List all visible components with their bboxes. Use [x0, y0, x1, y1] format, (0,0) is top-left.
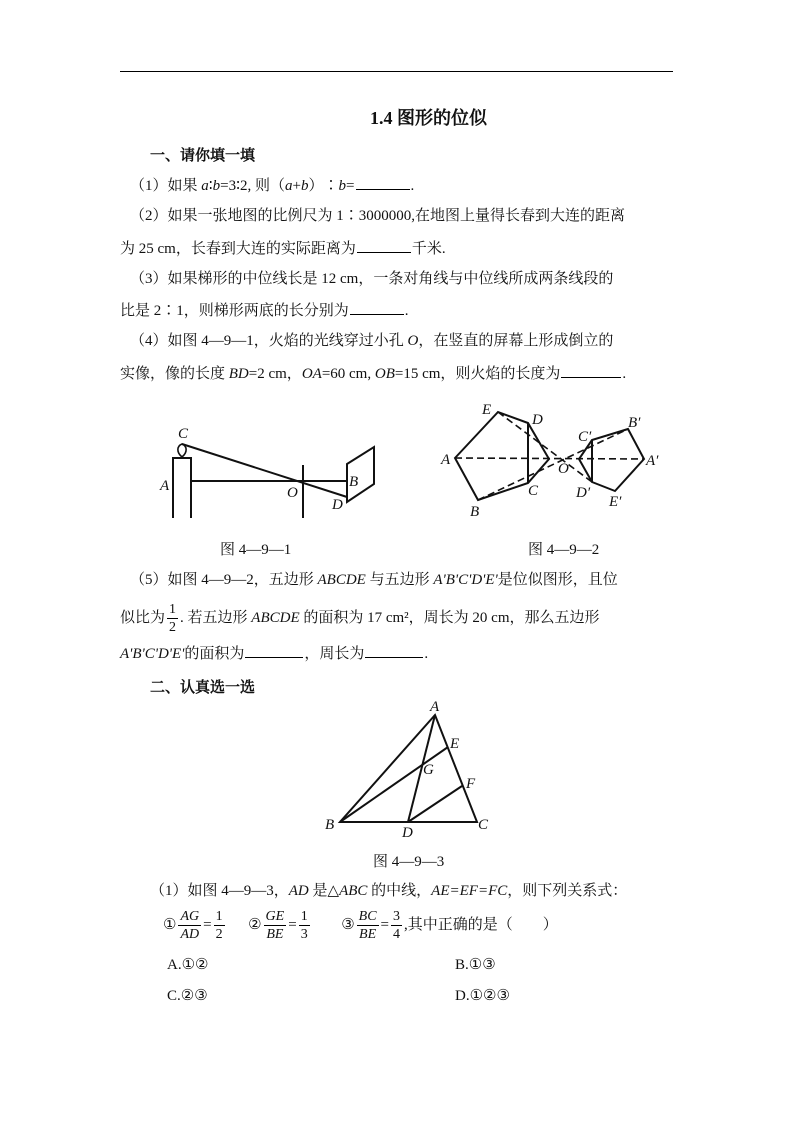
- relation-2-mark: ②: [248, 917, 262, 933]
- mcq-text: ，则下列关系式：: [507, 883, 628, 899]
- figure-caption-2: 图 4—9—2: [528, 542, 600, 558]
- label-f: F: [466, 776, 476, 792]
- question-2-line1: （2）如果一张地图的比例尺为 1∶3000000,在地图上量得长春到大连的距离: [130, 208, 626, 224]
- segment-be: [340, 747, 448, 822]
- q4-text: （4）如图 4—9—1，火焰的光线穿过小孔: [130, 333, 408, 349]
- var-b: b: [338, 178, 347, 194]
- var-abcde-prime: A'B'C'D'E': [433, 572, 498, 588]
- var-abc: ABC: [339, 883, 368, 899]
- mcq-text: 是△: [308, 883, 340, 899]
- q5-text: 似比为: [120, 610, 166, 626]
- mcq-tail: ,其中正确的是（ ）: [404, 917, 558, 933]
- var-abcde-prime: A'B'C'D'E': [120, 646, 185, 662]
- figure-4-9-3: [325, 699, 489, 841]
- mc-question-1: [150, 881, 627, 901]
- q5-text: 的面积为: [184, 646, 245, 662]
- denominator: 4: [393, 927, 400, 943]
- var-abcde: ABCDE: [317, 572, 366, 588]
- question-5-line3: [120, 643, 428, 664]
- q5-text: . 若五边形: [180, 610, 252, 626]
- ray-aa2: [455, 458, 644, 459]
- relation-3-rhs: [391, 908, 402, 943]
- label-d: D: [332, 497, 343, 513]
- fraction-denominator: 2: [169, 620, 177, 636]
- page-title: 1.4 图形的位似: [370, 108, 487, 128]
- q4-text: =2 cm，: [248, 366, 302, 382]
- section2-heading: 二、认真选一选: [150, 680, 256, 696]
- q1-close: ）∶: [308, 178, 339, 194]
- label-b: B: [470, 504, 480, 520]
- q4-text: =15 cm，则火焰的长度为: [394, 366, 561, 382]
- var-b: b: [301, 178, 309, 194]
- mc-relations: ① $\frac{AG}{AD}$ = $\frac{1}{2}$ ② $\frac{GE}{BE}$ = $\frac{1}{3}$ ③ $\frac{BC}{BE}$ = $\frac{3}{4}$ ,其中正确的是（ ）: [163, 909, 558, 943]
- option-c[interactable]: C.②③: [167, 988, 208, 1004]
- numerator: GE: [265, 909, 285, 925]
- label-d-prime: D′: [576, 485, 591, 501]
- figure-4-9-2: [440, 402, 659, 520]
- q1-tail: .: [410, 178, 415, 194]
- denominator: 2: [215, 927, 223, 943]
- var-ob: OB: [374, 366, 395, 382]
- label-a: A: [160, 478, 170, 494]
- figure-4-9-1: [159, 426, 374, 518]
- q5-text: ，周长为: [304, 646, 365, 662]
- denominator: 3: [300, 927, 308, 943]
- q1-eq: =3∶2, 则（: [220, 178, 286, 194]
- denominator: AD: [180, 927, 200, 943]
- var-a: a: [201, 178, 209, 194]
- var-ad: AD: [288, 883, 309, 899]
- q4-text: 实像，像的长度: [120, 366, 229, 382]
- denominator: BE: [266, 927, 284, 943]
- label-a: A: [441, 452, 451, 468]
- ray-bb2: [478, 429, 628, 500]
- label-e: E: [450, 736, 460, 752]
- q1-plus: +: [292, 178, 302, 194]
- label-d: D: [402, 825, 413, 841]
- label-b: B: [349, 474, 359, 490]
- relation-1-lhs: [178, 908, 201, 943]
- fraction-numerator: 1: [169, 602, 177, 618]
- label-a: A: [430, 699, 440, 715]
- relation-3-lhs: [357, 908, 379, 943]
- answer-blank-perimeter[interactable]: [365, 643, 423, 658]
- relation-1-rhs: [214, 908, 225, 943]
- mcq-text: （1）如图 4—9—3，: [150, 883, 289, 899]
- q2-unit: 千米.: [411, 241, 446, 257]
- var-a: a: [285, 178, 293, 194]
- label-o: O: [287, 485, 298, 501]
- question-3-line1: （3）如果梯形的中位线长是 12 cm，一条对角线与中位线所成两条线段的: [130, 271, 614, 287]
- relation-2-lhs: [264, 908, 287, 943]
- option-d[interactable]: D.①②③: [455, 988, 510, 1004]
- fraction-ratio: [167, 601, 178, 636]
- var-abcde: ABCDE: [251, 610, 300, 626]
- figure-caption-3: 图 4—9—3: [373, 854, 445, 870]
- q5-text: 是位似图形，且位: [497, 572, 618, 588]
- q2-text: 为 25 cm，长春到大连的实际距离为: [120, 241, 356, 257]
- triangle-abc: [340, 715, 477, 822]
- label-o: O: [558, 461, 569, 477]
- numerator: 1: [215, 909, 223, 925]
- label-d: D: [532, 412, 543, 428]
- section1-heading: 一、请你填一填: [150, 148, 256, 164]
- label-b-prime: B′: [628, 415, 641, 431]
- ray-ee2: [498, 412, 592, 482]
- numerator: 3: [393, 909, 400, 925]
- label-a-prime: A′: [646, 453, 659, 469]
- numerator: BC: [358, 909, 377, 925]
- option-a[interactable]: A.①②: [167, 957, 209, 973]
- q4-text: ，在竖直的屏幕上形成倒立的: [418, 333, 614, 349]
- q1-colon: ∶: [208, 178, 213, 194]
- question-5-line2: [120, 601, 600, 635]
- label-c-prime: C′: [578, 429, 592, 445]
- var-b: b: [212, 178, 221, 194]
- q1-text: （1）如果: [130, 178, 202, 194]
- label-c: C: [178, 426, 189, 442]
- candle: [173, 458, 191, 518]
- q4-tail: .: [622, 366, 627, 382]
- q4-text: =60 cm,: [321, 366, 375, 382]
- answer-blank-area[interactable]: [245, 643, 303, 658]
- option-b[interactable]: B.①③: [455, 957, 496, 973]
- denominator: BE: [359, 927, 377, 943]
- figure-caption-1: 图 4—9—1: [220, 542, 292, 558]
- numerator: AG: [180, 909, 200, 925]
- label-g: G: [423, 762, 434, 778]
- label-e-prime: E′: [609, 494, 622, 510]
- relation-1-mark: ①: [163, 917, 177, 933]
- q5-tail: .: [424, 646, 429, 662]
- relation-2-rhs: [299, 908, 310, 943]
- var-oa: OA: [301, 366, 322, 382]
- light-ray: [182, 444, 347, 497]
- label-c: C: [528, 483, 539, 499]
- q5-text: 的面积为 17 cm²，周长为 20 cm，那么五边形: [299, 610, 600, 626]
- q5-text: 与五边形: [365, 572, 434, 588]
- relation-3-mark: ③: [341, 917, 355, 933]
- var-ae-ef-fc: AE=EF=FC: [431, 883, 508, 899]
- q1-end: =: [346, 178, 355, 194]
- var-o: O: [407, 333, 419, 349]
- label-c: C: [478, 817, 489, 833]
- q5-text: （5）如图 4—9—2，五边形: [130, 572, 318, 588]
- numerator: 1: [300, 909, 308, 925]
- mcq-text: 的中线，: [367, 883, 432, 899]
- var-bd: BD: [228, 366, 249, 382]
- question-5-line1: [130, 570, 618, 590]
- q3-tail: .: [404, 303, 409, 319]
- label-b: B: [325, 817, 335, 833]
- label-e: E: [482, 402, 492, 418]
- q3-text: 比是 2∶1，则梯形两底的长分别为: [120, 303, 349, 319]
